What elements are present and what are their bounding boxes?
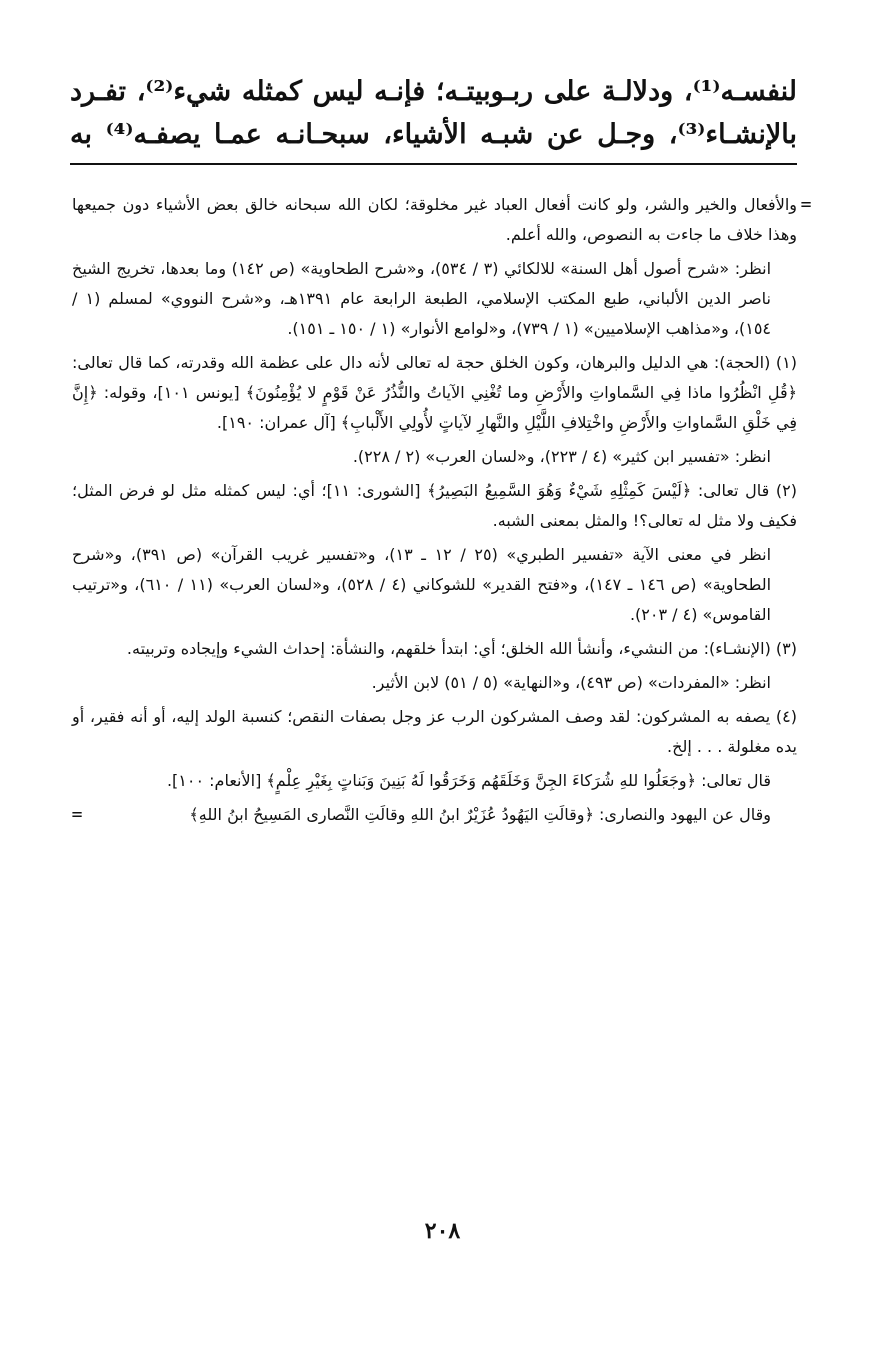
footnote-1: (١) (الحجة): هي الدليل والبرهان، وكون الخلق حجة له تعالى لأنه دال على عظمة الله وقدرته، كما قال تعالى: ﴿قُلِ انْظُرُوا ماذا فِي السَّماواتِ والأَرْضِ وما تُغْنِي الآياتُ والنُّذُرُ عَنْ قَوْمٍ لا يُؤْمِنُونَ﴾ [يونس ١٠١]، وقوله: ﴿إِنَّ فِي خَلْقِ السَّماواتِ والأَرْضِ واخْتِلافِ اللَّيْلِ والنَّهارِ لآياتٍ لأُولِي الأَلْبابِ﴾ [آل عمران: ١٩٠].	[72, 353, 797, 432]
main-text-line-2: بالإنشـاء⁽³⁾، وجـل عن شبـه الأشياء، سبحـانـه عمـا يصفـه⁽⁴⁾ به	[70, 119, 797, 150]
footnote-3: (٣) (الإنشـاء): من النشيء، وأنشأ الله الخلق؛ أي: ابتدأ خلقهم، والنشأة: إحداث الشيء وإيجاده وتربيته.	[126, 639, 797, 658]
footnote-2: (٢) قال تعالى: ﴿لَيْسَ كَمِثْلِهِ شَيْءٌ وَهُوَ السَّمِيعُ البَصِيرُ﴾ [الشورى: ١١]؛ أي: ليس كمثله مثل لو فرض المثل؛ فكيف ولا مثل له تعالى؟! والمثل بمعنى الشبه.	[72, 481, 797, 530]
separator-rule	[70, 163, 797, 165]
continued-footnote-text: والأفعال والخير والشر، ولو كانت أفعال العباد غير مخلوقة؛ لكان الله سبحانه خالق بعض الأشياء دون جميعها وهذا خلاف ما جاءت به النصوص، والله أعلم.	[72, 195, 797, 244]
footnote-2-refs: انظر في معنى الآية «تفسير الطبري» (٢٥ / ١٢ ـ ١٣)، و«تفسير غريب القرآن» (ص ٣٩١)، و«شرح الطحاوية» (ص ١٤٦ ـ ١٤٧)، و«فتح القدير» للشوكاني (٤ / ٥٢٨)، و«لسان العرب» (١١ / ٦١٠)، و«ترتيب القاموس» (٤ / ٢٠٣).	[72, 545, 772, 624]
continued-footnote	[72, 190, 812, 250]
footnote-4-last-text: وقال عن اليهود والنصارى: ﴿وقالَتِ اليَهُودُ عُزَيْرٌ ابنُ اللهِ وقالَتِ النَّصارى المَسِيحُ ابنُ اللهِ﴾	[189, 805, 771, 824]
footnote-4: (٤) يصفه به المشركون: لقد وصف المشركون الرب عز وجل بصفات النقص؛ كنسبة الولد إليه، أو أنه فقير، أو يده مغلولة . . . إلخ.	[72, 707, 797, 756]
footnote-3-refs: انظر: «المفردات» (ص ٤٩٣)، و«النهاية» (٥ / ٥١) لابن الأثير.	[371, 673, 771, 692]
footnotes	[71, 190, 812, 834]
footnote-1-refs: انظر: «تفسير ابن كثير» (٤ / ٢٢٣)، و«لسان العرب» (٢ / ٢٢٨).	[352, 447, 771, 466]
footnote-4-last	[72, 800, 797, 830]
continuation-marker: =	[800, 194, 812, 215]
page-number: ٢٠٨	[424, 1218, 461, 1244]
next-page-marker: =	[71, 804, 83, 825]
continued-footnote-refs: انظر: «شرح أصول أهل السنة» للالكائي (٣ / ٥٣٤)، و«شرح الطحاوية» (ص ١٤٢) وما بعدها، تخريج الشيخ ناصر الدين الألباني، طبع المكتب الإسلامي، الطبعة الرابعة عام ١٣٩١هـ، و«شرح النووي» لمسلم (١ / ١٥٤)، و«مذاهب الإسلاميين» (١ / ٧٣٩)، و«لوامع الأنوار» (١ / ١٥٠ ـ ١٥١).	[72, 259, 772, 338]
main-text-line-1: لنفسـه⁽¹⁾، ودلالـة على ربـوبيتـه؛ فإنـه ليس كمثله شيء⁽²⁾، تفـرد	[70, 76, 797, 107]
footnote-4-verse: قال تعالى: ﴿وجَعَلُوا للهِ شُرَكاءَ الجِنَّ وَخَلَقَهُم وَخَرَقُوا لَهُ بَنِينَ وَبَناتٍ بِغَيْرِ عِلْمٍ﴾ [الأنعام: ١٠٠].	[166, 771, 771, 790]
main-text	[70, 70, 797, 156]
